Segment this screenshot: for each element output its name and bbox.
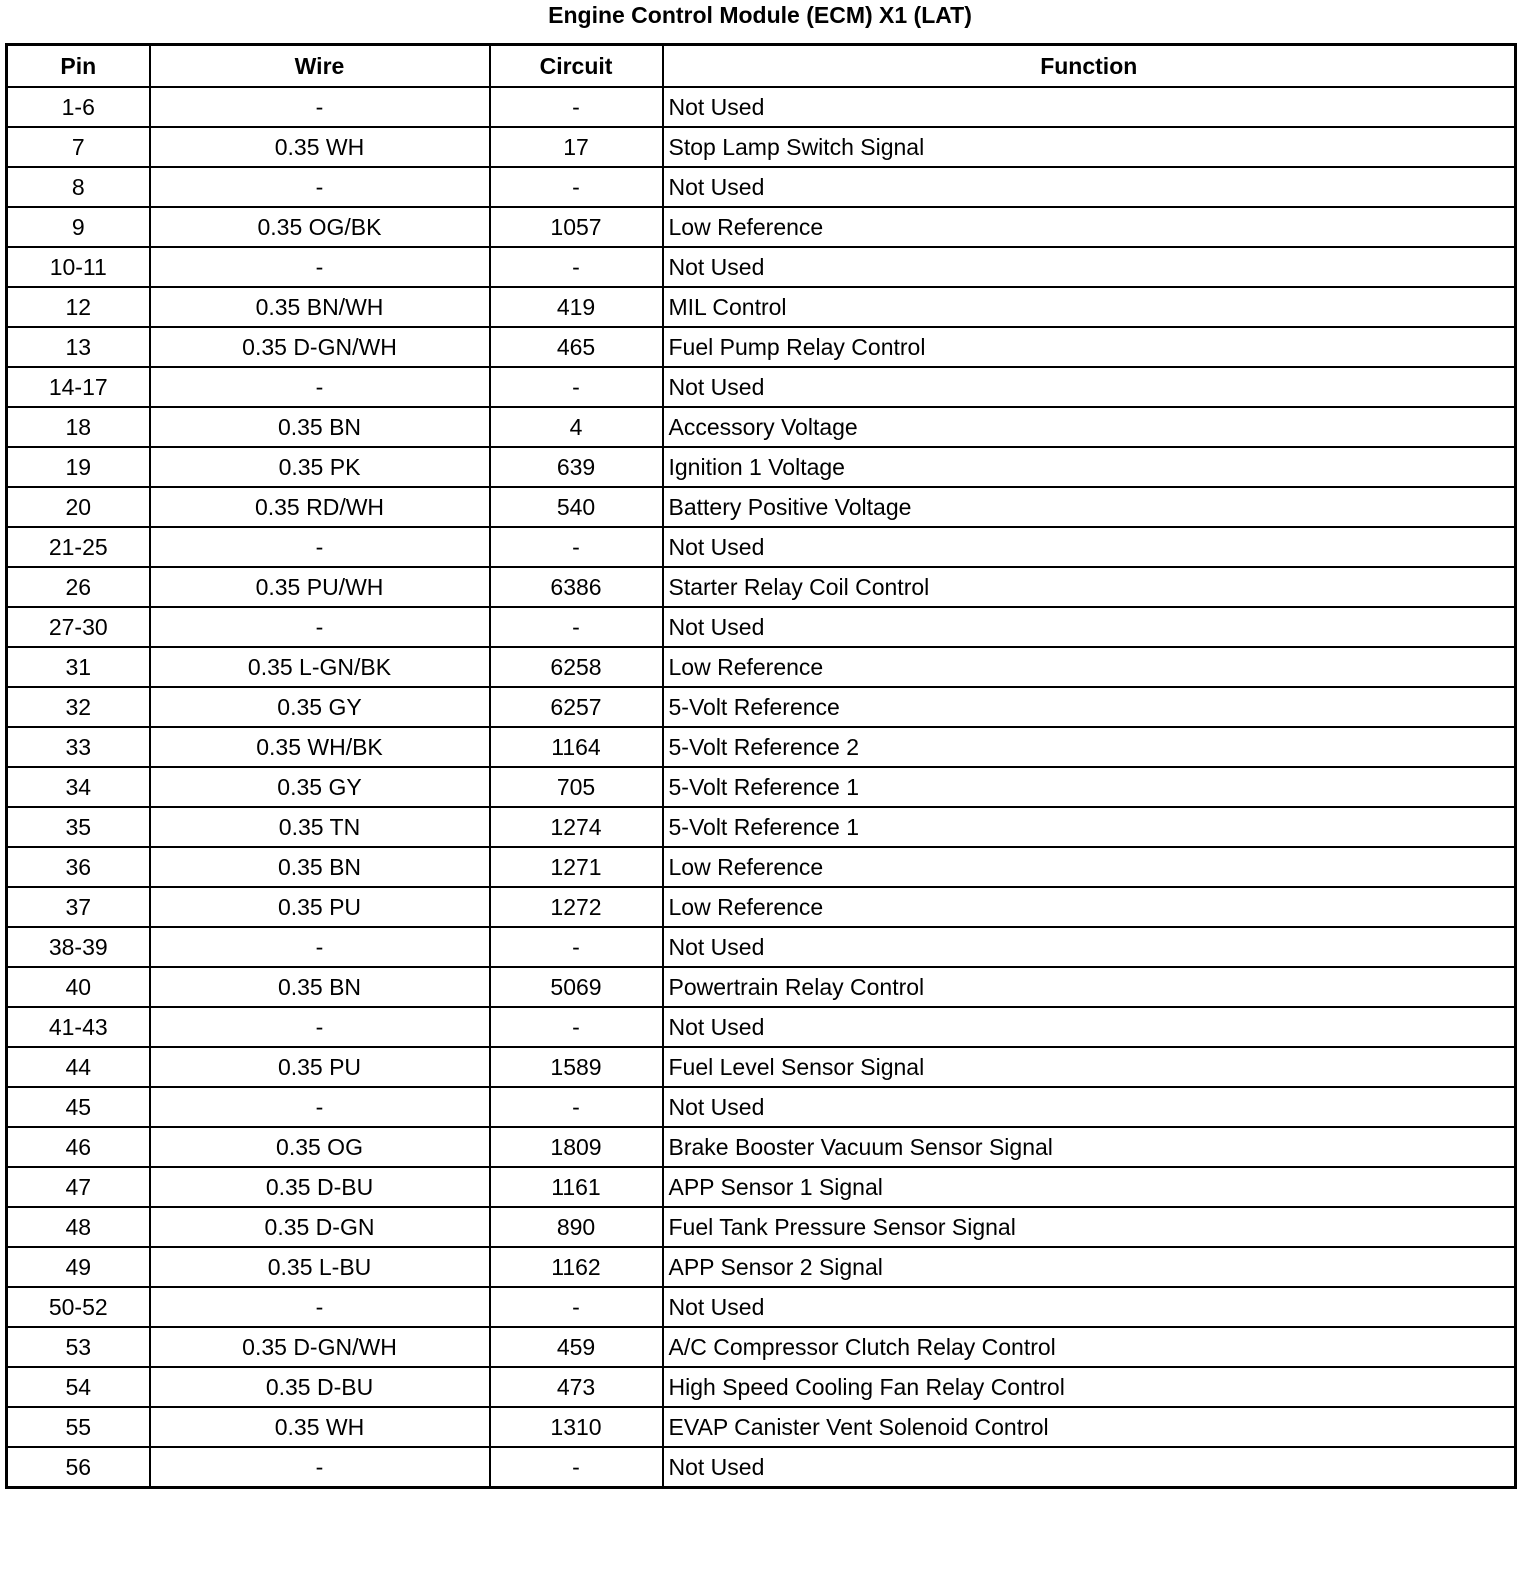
circuit-cell: 459	[490, 1327, 663, 1367]
function-cell: Not Used	[663, 167, 1516, 207]
circuit-cell: 1809	[490, 1127, 663, 1167]
circuit-cell: -	[490, 607, 663, 647]
table-row	[7, 527, 1516, 567]
header-pin: Pin	[7, 45, 150, 88]
function-cell: Not Used	[663, 87, 1516, 127]
wire-cell: 0.35 TN	[150, 807, 490, 847]
circuit-cell: 1161	[490, 1167, 663, 1207]
circuit-cell: -	[490, 1447, 663, 1488]
header-function: Function	[663, 45, 1516, 88]
circuit-cell: 1589	[490, 1047, 663, 1087]
table-row	[7, 1287, 1516, 1327]
function-cell: Not Used	[663, 247, 1516, 287]
wire-cell: 0.35 PU	[150, 887, 490, 927]
function-cell: Low Reference	[663, 207, 1516, 247]
wire-cell: -	[150, 367, 490, 407]
wire-cell: 0.35 BN/WH	[150, 287, 490, 327]
function-cell: Not Used	[663, 1007, 1516, 1047]
circuit-cell: 540	[490, 487, 663, 527]
wire-cell: 0.35 D-BU	[150, 1367, 490, 1407]
circuit-cell: -	[490, 927, 663, 967]
table-row	[7, 167, 1516, 207]
wire-cell: -	[150, 87, 490, 127]
table-row	[7, 1247, 1516, 1287]
table-row	[7, 687, 1516, 727]
wire-cell: 0.35 PU/WH	[150, 567, 490, 607]
circuit-cell: -	[490, 167, 663, 207]
wire-cell: -	[150, 927, 490, 967]
header-row	[7, 45, 1516, 88]
table-row	[7, 1367, 1516, 1407]
circuit-cell: -	[490, 247, 663, 287]
pin-cell: 34	[7, 767, 150, 807]
pin-cell: 26	[7, 567, 150, 607]
pin-cell: 27-30	[7, 607, 150, 647]
table-row	[7, 727, 1516, 767]
circuit-cell: 465	[490, 327, 663, 367]
circuit-cell: 17	[490, 127, 663, 167]
function-cell: Battery Positive Voltage	[663, 487, 1516, 527]
pin-cell: 9	[7, 207, 150, 247]
circuit-cell: 890	[490, 1207, 663, 1247]
pin-cell: 41-43	[7, 1007, 150, 1047]
table-row	[7, 327, 1516, 367]
pin-cell: 53	[7, 1327, 150, 1367]
function-cell: Accessory Voltage	[663, 407, 1516, 447]
circuit-cell: 1164	[490, 727, 663, 767]
table-row	[7, 1007, 1516, 1047]
table-row	[7, 367, 1516, 407]
pin-cell: 32	[7, 687, 150, 727]
pinout-table-body	[7, 87, 1516, 1488]
header-circuit: Circuit	[490, 45, 663, 88]
function-cell: 5-Volt Reference 1	[663, 767, 1516, 807]
pin-cell: 10-11	[7, 247, 150, 287]
pin-cell: 19	[7, 447, 150, 487]
table-row	[7, 607, 1516, 647]
pin-cell: 50-52	[7, 1287, 150, 1327]
function-cell: Fuel Pump Relay Control	[663, 327, 1516, 367]
pin-cell: 46	[7, 1127, 150, 1167]
function-cell: A/C Compressor Clutch Relay Control	[663, 1327, 1516, 1367]
table-row	[7, 1087, 1516, 1127]
circuit-cell: 1271	[490, 847, 663, 887]
pin-cell: 55	[7, 1407, 150, 1447]
table-row	[7, 1407, 1516, 1447]
function-cell: MIL Control	[663, 287, 1516, 327]
table-row	[7, 407, 1516, 447]
pin-cell: 47	[7, 1167, 150, 1207]
circuit-cell: 1057	[490, 207, 663, 247]
function-cell: High Speed Cooling Fan Relay Control	[663, 1367, 1516, 1407]
wire-cell: 0.35 D-GN/WH	[150, 1327, 490, 1367]
function-cell: Not Used	[663, 527, 1516, 567]
wire-cell: 0.35 L-BU	[150, 1247, 490, 1287]
table-row	[7, 847, 1516, 887]
table-row	[7, 447, 1516, 487]
pin-cell: 48	[7, 1207, 150, 1247]
wire-cell: 0.35 D-BU	[150, 1167, 490, 1207]
wire-cell: 0.35 WH/BK	[150, 727, 490, 767]
wire-cell: 0.35 BN	[150, 847, 490, 887]
table-row	[7, 247, 1516, 287]
wire-cell: -	[150, 1447, 490, 1488]
pin-cell: 8	[7, 167, 150, 207]
function-cell: Stop Lamp Switch Signal	[663, 127, 1516, 167]
function-cell: APP Sensor 1 Signal	[663, 1167, 1516, 1207]
wire-cell: 0.35 WH	[150, 1407, 490, 1447]
function-cell: APP Sensor 2 Signal	[663, 1247, 1516, 1287]
table-row	[7, 487, 1516, 527]
function-cell: 5-Volt Reference	[663, 687, 1516, 727]
table-row	[7, 1167, 1516, 1207]
circuit-cell: 6257	[490, 687, 663, 727]
wire-cell: -	[150, 607, 490, 647]
function-cell: 5-Volt Reference 1	[663, 807, 1516, 847]
function-cell: 5-Volt Reference 2	[663, 727, 1516, 767]
table-row	[7, 287, 1516, 327]
pin-cell: 21-25	[7, 527, 150, 567]
table-row	[7, 1047, 1516, 1087]
document-title: Engine Control Module (ECM) X1 (LAT)	[548, 2, 972, 28]
function-cell: Fuel Level Sensor Signal	[663, 1047, 1516, 1087]
circuit-cell: 1272	[490, 887, 663, 927]
function-cell: Starter Relay Coil Control	[663, 567, 1516, 607]
table-row	[7, 127, 1516, 167]
table-row	[7, 207, 1516, 247]
table-row	[7, 807, 1516, 847]
circuit-cell: 1310	[490, 1407, 663, 1447]
wire-cell: -	[150, 1087, 490, 1127]
pin-cell: 37	[7, 887, 150, 927]
pin-cell: 33	[7, 727, 150, 767]
wire-cell: 0.35 BN	[150, 407, 490, 447]
function-cell: Brake Booster Vacuum Sensor Signal	[663, 1127, 1516, 1167]
wire-cell: 0.35 PK	[150, 447, 490, 487]
circuit-cell: 4	[490, 407, 663, 447]
pin-cell: 35	[7, 807, 150, 847]
wire-cell: 0.35 L-GN/BK	[150, 647, 490, 687]
function-cell: Fuel Tank Pressure Sensor Signal	[663, 1207, 1516, 1247]
circuit-cell: 6258	[490, 647, 663, 687]
wire-cell: -	[150, 1007, 490, 1047]
pin-cell: 40	[7, 967, 150, 1007]
circuit-cell: -	[490, 527, 663, 567]
pin-cell: 54	[7, 1367, 150, 1407]
table-row	[7, 1447, 1516, 1488]
pin-cell: 20	[7, 487, 150, 527]
pin-cell: 14-17	[7, 367, 150, 407]
function-cell: Not Used	[663, 367, 1516, 407]
wire-cell: -	[150, 167, 490, 207]
circuit-cell: 473	[490, 1367, 663, 1407]
function-cell: Ignition 1 Voltage	[663, 447, 1516, 487]
wire-cell: -	[150, 1287, 490, 1327]
circuit-cell: 705	[490, 767, 663, 807]
pin-cell: 44	[7, 1047, 150, 1087]
function-cell: Not Used	[663, 1087, 1516, 1127]
table-row	[7, 927, 1516, 967]
pin-cell: 56	[7, 1447, 150, 1488]
circuit-cell: 1274	[490, 807, 663, 847]
table-row	[7, 647, 1516, 687]
wire-cell: 0.35 OG	[150, 1127, 490, 1167]
table-row	[7, 1207, 1516, 1247]
wire-cell: 0.35 GY	[150, 767, 490, 807]
table-row	[7, 87, 1516, 127]
circuit-cell: 1162	[490, 1247, 663, 1287]
pin-cell: 45	[7, 1087, 150, 1127]
circuit-cell: 639	[490, 447, 663, 487]
wire-cell: 0.35 GY	[150, 687, 490, 727]
pinout-table	[5, 43, 1517, 1489]
circuit-cell: -	[490, 1007, 663, 1047]
pin-cell: 31	[7, 647, 150, 687]
circuit-cell: -	[490, 1087, 663, 1127]
table-row	[7, 967, 1516, 1007]
wire-cell: 0.35 D-GN/WH	[150, 327, 490, 367]
circuit-cell: 5069	[490, 967, 663, 1007]
table-row	[7, 767, 1516, 807]
table-row	[7, 1127, 1516, 1167]
pin-cell: 36	[7, 847, 150, 887]
pin-cell: 13	[7, 327, 150, 367]
pin-cell: 49	[7, 1247, 150, 1287]
wire-cell: 0.35 WH	[150, 127, 490, 167]
wire-cell: 0.35 OG/BK	[150, 207, 490, 247]
function-cell: Low Reference	[663, 847, 1516, 887]
function-cell: Not Used	[663, 927, 1516, 967]
function-cell: Not Used	[663, 607, 1516, 647]
wire-cell: -	[150, 247, 490, 287]
pin-cell: 7	[7, 127, 150, 167]
function-cell: Low Reference	[663, 887, 1516, 927]
pin-cell: 12	[7, 287, 150, 327]
wire-cell: 0.35 PU	[150, 1047, 490, 1087]
wire-cell: -	[150, 527, 490, 567]
pin-cell: 1-6	[7, 87, 150, 127]
function-cell: Not Used	[663, 1447, 1516, 1488]
wire-cell: 0.35 RD/WH	[150, 487, 490, 527]
function-cell: Powertrain Relay Control	[663, 967, 1516, 1007]
table-row	[7, 887, 1516, 927]
circuit-cell: -	[490, 1287, 663, 1327]
header-wire: Wire	[150, 45, 490, 88]
function-cell: Not Used	[663, 1287, 1516, 1327]
circuit-cell: 6386	[490, 567, 663, 607]
function-cell: Low Reference	[663, 647, 1516, 687]
circuit-cell: 419	[490, 287, 663, 327]
table-row	[7, 567, 1516, 607]
table-row	[7, 1327, 1516, 1367]
wire-cell: 0.35 BN	[150, 967, 490, 1007]
circuit-cell: -	[490, 367, 663, 407]
wire-cell: 0.35 D-GN	[150, 1207, 490, 1247]
pin-cell: 18	[7, 407, 150, 447]
pin-cell: 38-39	[7, 927, 150, 967]
circuit-cell: -	[490, 87, 663, 127]
function-cell: EVAP Canister Vent Solenoid Control	[663, 1407, 1516, 1447]
